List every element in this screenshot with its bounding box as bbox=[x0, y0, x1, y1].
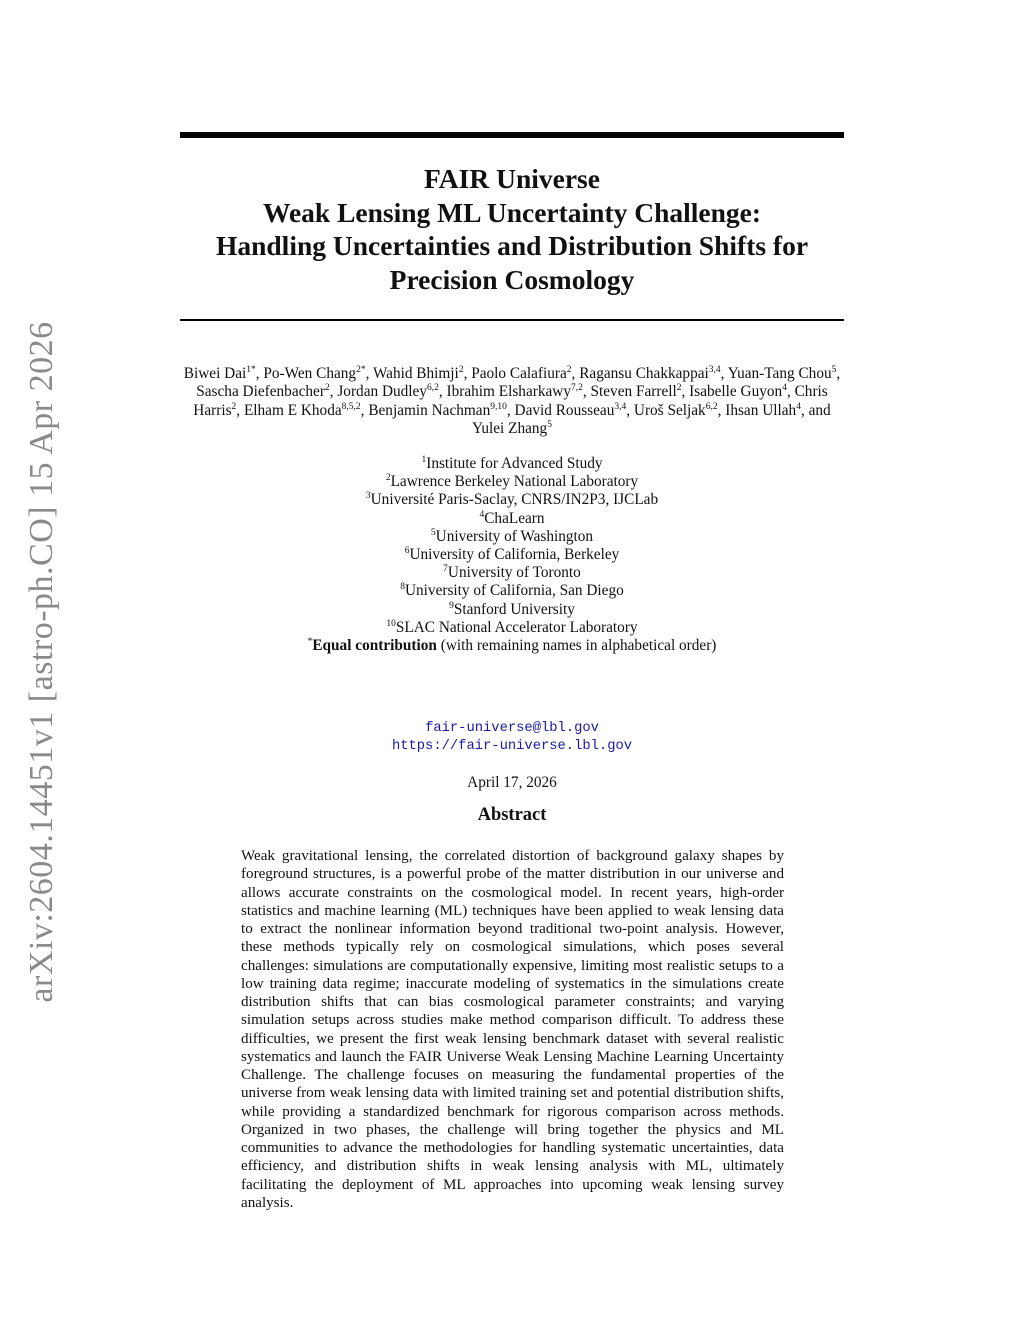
author-name: Ibrahim Elsharkawy$^{7,2}$ bbox=[446, 383, 583, 401]
author-name: Steven Farrell$^2$ bbox=[590, 383, 682, 401]
abstract-heading: Abstract bbox=[477, 805, 547, 825]
affiliation: $^6$University of California, Berkeley bbox=[404, 545, 620, 564]
author-name: Benjamin Nachman$^{9,10}$ bbox=[368, 401, 507, 419]
author-name: Po-Wen Chang$^{2*}$ bbox=[263, 364, 366, 382]
author-name: Yulei Zhang$^5$ bbox=[472, 419, 552, 437]
affiliation: $^2$Lawrence Berkeley National Laboratory bbox=[385, 473, 639, 491]
project-website-link[interactable]: https://fair-universe.lbl.gov bbox=[391, 739, 633, 754]
author-name: Paolo Calafiura$^2$ bbox=[471, 364, 572, 382]
contact-email-link[interactable]: fair-universe@lbl.gov bbox=[425, 721, 599, 736]
arxiv-identifier-stamp: arXiv:2604.14451v1 [astro-ph.CO] 15 Apr 2026 bbox=[23, 321, 60, 1003]
contact-block bbox=[180, 720, 844, 756]
affiliation: $^5$University of Washington bbox=[430, 527, 594, 545]
title-top-rule bbox=[180, 132, 844, 138]
author-name: Isabelle Guyon$^4$ bbox=[689, 383, 787, 401]
paper-title bbox=[180, 162, 844, 296]
affiliation: $^1$Institute for Advanced Study bbox=[421, 454, 603, 472]
author-name: Ragansu Chakkappai$^{3,4}$ bbox=[579, 364, 721, 382]
affiliation: $^8$University of California, San Diego bbox=[400, 582, 624, 600]
affiliation: $^7$University of Toronto bbox=[443, 564, 581, 582]
affiliation-list bbox=[180, 455, 844, 655]
author-list: Biwei Dai$^{1*}$, Po-Wen Chang$^{2*}$, Wahid Bhimji$^2$, Paolo Calafiura$^2$, Ragansu Chakkappai$^{3,4}$, Yuan-Tang Chou$^5$, Sascha Diefenbacher$^2$, Jordan Dudley$^{6,2}$, Ibrahim Elsharkawy$^{7,2}$, Steven Farrell$^2$, Isabelle Guyon$^4$, Chris Harris$^2$, Elham E Khoda$^{8,5,2}$, Benjamin Nachman$^{9,10}$, David Rousseau$^{3,4}$, Uroš Seljak$^{6,2}$, Ihsan Ullah$^4$, and Yulei Zhang$^5$ bbox=[183, 364, 841, 437]
affiliation: $^3$Université Paris-Saclay, CNRS/IN2P3, IJCLab bbox=[365, 491, 659, 509]
affiliation: $^{10}$SLAC National Accelerator Laboratory bbox=[386, 618, 638, 636]
author-name: Wahid Bhimji$^2$ bbox=[372, 364, 464, 382]
author-name: Sascha Diefenbacher$^2$ bbox=[196, 383, 330, 401]
author-name: Chris Harris$^2$ bbox=[193, 383, 828, 419]
affiliation: $^9$Stanford University bbox=[449, 600, 575, 618]
author-name: Uroš Seljak$^{6,2}$ bbox=[633, 401, 718, 419]
author-name: Yuan-Tang Chou$^5$ bbox=[727, 364, 837, 382]
author-name: David Rousseau$^{3,4}$ bbox=[514, 401, 627, 419]
author-name: Biwei Dai$^{1*}$ bbox=[183, 364, 256, 382]
affiliation: $^4$ChaLearn bbox=[479, 509, 545, 527]
title-bottom-rule bbox=[180, 319, 844, 321]
title-line: Precision Cosmology bbox=[389, 263, 635, 295]
author-name: Ihsan Ullah$^4$ bbox=[725, 401, 801, 419]
publication-date: April 17, 2026 bbox=[467, 774, 557, 791]
author-name: Jordan Dudley$^{6,2}$ bbox=[337, 383, 439, 401]
title-line: Weak Lensing ML Uncertainty Challenge: bbox=[262, 196, 762, 228]
author-name: Elham E Khoda$^{8,5,2}$ bbox=[243, 401, 361, 419]
abstract-text: Weak gravitational lensing, the correlated distortion of background galaxy shapes by foreground structures, is a powerful probe of the matter distribution in our universe and allows accurate constraints on the cosmological model. In recent years, high-order statistics and machine learning (ML) techniques have been applied to weak lensing data to extract the nonlinear information beyond traditional two-point analysis. However, these methods typically rely on cosmological simulations, which poses several challenges: simulations are computationally expensive, limiting most realistic setups to a low training data regime; inaccurate modeling of systematics in the simulations create distribution shifts that can bias cosmological parameter constraints; and varying simulation setups across studies make method comparison difficult. To address these difficulties, we present the first weak lensing benchmark dataset with several realistic systematics and launch the FAIR Universe Weak Lensing Machine Learning Uncertainty Challenge. The challenge focuses on measuring the fundamental properties of the universe from weak lensing data with limited training set and potential distribution shifts, while providing a standardized benchmark for rigorous comparison across methods. Organized in two phases, the challenge will bring together the physics and ML communities to advance the methodologies for handling systematic uncertainties, data efficiency, and distribution shifts in weak lensing analysis with ML, ultimately facilitating the deployment of ML approaches into upcoming weak lensing survey analysis. bbox=[241, 848, 784, 1211]
title-line: Handling Uncertainties and Distribution Shifts for bbox=[215, 230, 809, 261]
title-line: FAIR Universe bbox=[424, 163, 600, 194]
equal-contribution-note: *Equal contribution (with remaining names in alphabetical order) bbox=[307, 636, 717, 655]
